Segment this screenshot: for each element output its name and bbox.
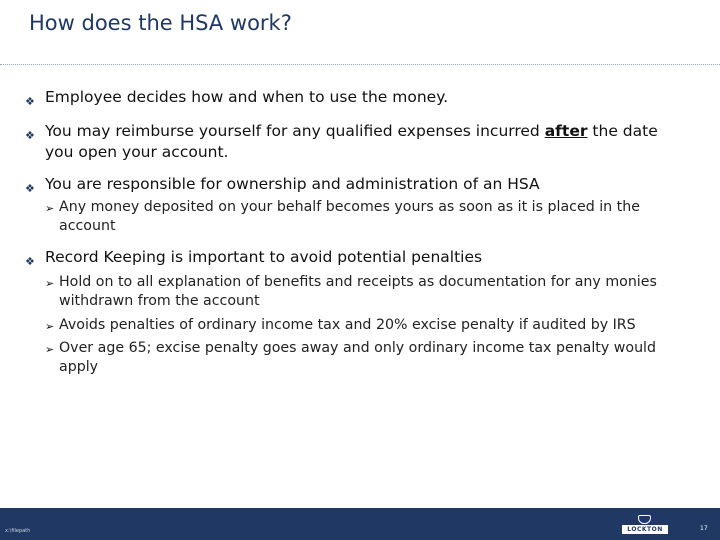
bullet-item <box>25 247 685 268</box>
footer-bar <box>0 508 720 540</box>
sub-bullet-text: Over age 65; excise penalty goes away and only ordinary income tax penalty would apply <box>59 340 657 375</box>
sub-bullet-text: Any money deposited on your behalf becomes yours as soon as it is placed in the account <box>59 199 640 234</box>
sub-bullet-item <box>45 339 659 377</box>
sub-bullet-text: Hold on to all explanation of benefits and receipts as documentation for any monies withdrawn from the account <box>59 274 657 309</box>
logo-wordmark: LOCKTON <box>622 525 668 534</box>
sub-bullet-text: Avoids penalties of ordinary income tax and 20% excise penalty if audited by IRS <box>59 317 636 333</box>
logo-crest-icon <box>638 515 651 524</box>
page-number: 17 <box>700 525 708 532</box>
lockton-logo <box>622 515 668 535</box>
arrow-bullet-icon: ➢ <box>45 202 55 215</box>
bullet-text-start: You may reimburse yourself for any qualified expenses incurred <box>45 122 545 140</box>
diamond-bullet-icon: ❖ <box>25 182 35 195</box>
diamond-bullet-icon: ❖ <box>25 95 35 108</box>
arrow-bullet-icon: ➢ <box>45 343 55 356</box>
diamond-bullet-icon: ❖ <box>25 129 35 142</box>
bullet-item <box>25 87 685 108</box>
sub-bullet-item <box>45 316 659 335</box>
arrow-bullet-icon: ➢ <box>45 277 55 290</box>
diamond-bullet-icon: ❖ <box>25 255 35 268</box>
slide-title: How does the HSA work? <box>29 11 292 35</box>
arrow-bullet-icon: ➢ <box>45 320 55 333</box>
bullet-item <box>25 121 685 163</box>
bullet-emphasis: after <box>544 122 588 140</box>
bullet-text-end: the date you open your account. <box>45 122 658 161</box>
footer-file-path: x:\filepath <box>5 528 31 534</box>
bullet-item <box>25 174 685 195</box>
title-divider <box>0 64 720 65</box>
bullet-text: You are responsible for ownership and administration of an HSA <box>45 175 540 193</box>
bullet-text: Record Keeping is important to avoid potential penalties <box>45 248 483 266</box>
sub-bullet-item <box>45 273 659 311</box>
sub-bullet-item <box>45 198 659 236</box>
bullet-text: Employee decides how and when to use the money. <box>45 88 449 106</box>
